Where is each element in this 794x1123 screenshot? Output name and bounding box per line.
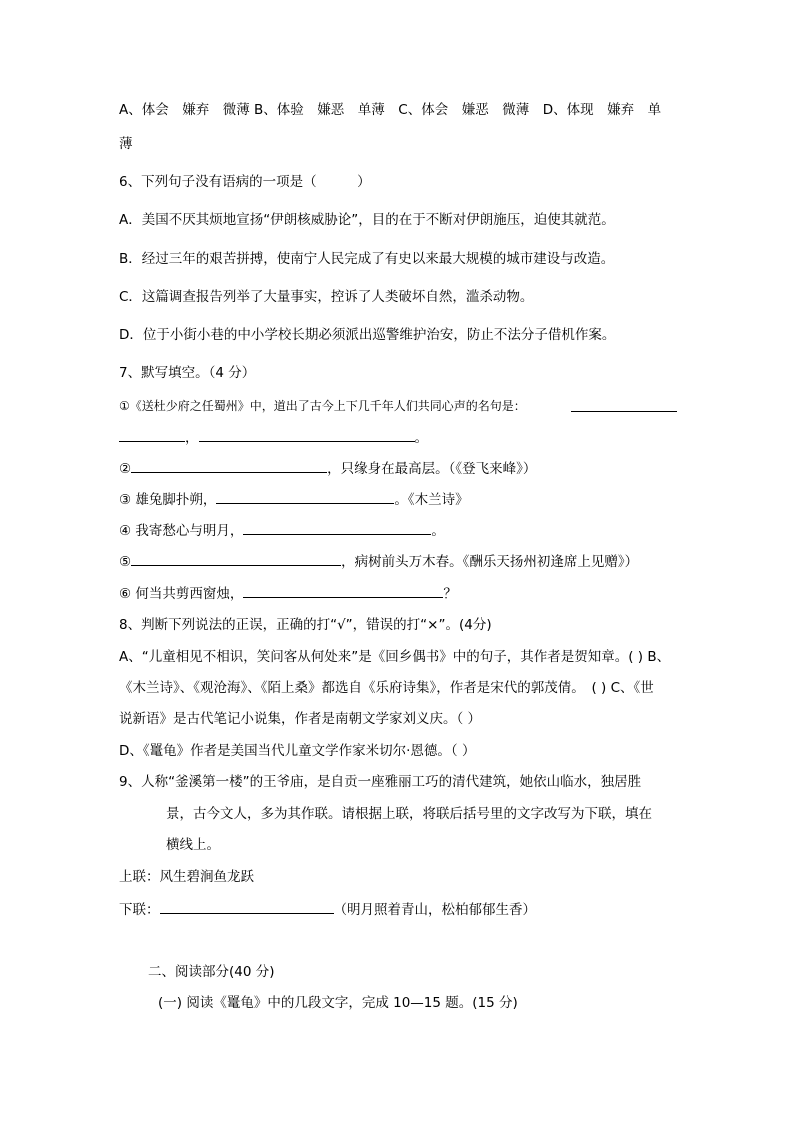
q8-line4: D、《鼍龟》作者是美国当代儿童文学作家米切尔·恩德。（ ） bbox=[119, 743, 476, 759]
q9-lower-couplet bbox=[119, 899, 536, 920]
q9-upper-couplet: 上联：风生碧涧鱼龙跃 bbox=[119, 869, 254, 885]
q7-item4-blank[interactable] bbox=[243, 520, 431, 535]
q7-item5-blank[interactable] bbox=[131, 551, 341, 566]
q6-stem: 6、下列句子没有语病的一项是（ ） bbox=[119, 174, 371, 190]
q7-item2 bbox=[119, 458, 536, 479]
q6-option-d: D．位于小街小巷的中小学校长期必须派出巡警维护治安，防止不法分子借机作案。 bbox=[119, 327, 616, 343]
q5-options-line1: A、体会 嫌弃 微薄 B、体验 嫌恶 单薄 C、体会 嫌恶 微薄 D、体现 嫌弃 单 bbox=[119, 102, 662, 118]
q7-item6-suffix: ？ bbox=[443, 586, 457, 602]
q7-item5-suffix: ，病树前头万木春。《酬乐天扬州初逢席上见赠》） bbox=[341, 554, 639, 570]
q7-item6-prefix: ⑥ 何当共剪西窗烛， bbox=[119, 586, 244, 602]
q7-item1-text: ①《送杜少府之任蜀州》中，道出了古今上下几千年人们共同心声的名句是： bbox=[119, 399, 526, 413]
q7-item5 bbox=[119, 551, 638, 572]
q7-item5-prefix: ⑤ bbox=[119, 554, 132, 570]
q7-item3-suffix: 。《木兰诗》 bbox=[394, 492, 469, 508]
q7-item4-prefix: ④ 我寄愁心与明月， bbox=[119, 523, 244, 539]
q7-item3 bbox=[119, 489, 469, 510]
q7-item1 bbox=[119, 396, 526, 416]
q7-item1-blank-c[interactable] bbox=[199, 427, 415, 442]
q7-item1-end: 。 bbox=[414, 430, 428, 446]
q9-lower-suffix: （明月照着青山，松柏郁郁生香） bbox=[333, 902, 536, 918]
q7-item2-suffix: ，只缘身在最高层。（《登飞来峰》） bbox=[327, 461, 537, 477]
q7-stem: 7、默写填空。（4 分） bbox=[119, 365, 256, 381]
q5-options-line2: 薄 bbox=[119, 136, 133, 152]
q7-item6-blank[interactable] bbox=[243, 583, 443, 598]
section2-sub: (一) 阅读《鼍龟》中的几段文字，完成 10—15 题。(15 分) bbox=[158, 995, 518, 1011]
q7-item1-cont bbox=[119, 427, 428, 448]
q7-item1-blank-a[interactable] bbox=[571, 397, 677, 412]
q6-option-b: B．经过三年的艰苦拼搏，使南宁人民完成了有史以来最大规模的城市建设与改造。 bbox=[119, 251, 615, 267]
q7-item3-prefix: ③ 雄兔脚扑朔， bbox=[119, 492, 217, 508]
q6-option-c: C．这篇调查报告列举了大量事实，控诉了人类破坏自然，滥杀动物。 bbox=[119, 289, 534, 305]
q7-item1-blank-b[interactable] bbox=[119, 427, 185, 442]
section2-title: 二、阅读部分(40 分) bbox=[148, 964, 275, 980]
q7-item2-prefix: ② bbox=[119, 461, 132, 477]
q7-item6 bbox=[119, 583, 457, 604]
q9-line3: 横线上。 bbox=[166, 837, 220, 853]
q9-line1: 9、人称“釜溪第一楼”的王爷庙，是自贡一座雅丽工巧的清代建筑，她依山临水，独居胜 bbox=[119, 774, 642, 790]
q8-line2: 《木兰诗》、《观沧海》、《陌上桑》都选自《乐府诗集》，作者是宋代的郭茂倩。 ( ) C、《世 bbox=[119, 680, 654, 696]
q6-option-a: A．美国不厌其烦地宣扬“伊朗核威胁论”，目的在于不断对伊朗施压，迫使其就范。 bbox=[119, 212, 615, 228]
q9-lower-prefix: 下联： bbox=[119, 902, 160, 918]
q7-item4-suffix: 。 bbox=[431, 523, 445, 539]
q9-line2: 景，古今文人，多为其作联。请根据上联，将联后括号里的文字改写为下联，填在 bbox=[166, 806, 652, 822]
q8-stem: 8、判断下列说法的正误，正确的打“√”，错误的打“×”。(4分) bbox=[119, 617, 492, 633]
q7-item2-blank[interactable] bbox=[131, 458, 327, 473]
q9-lower-blank[interactable] bbox=[160, 899, 334, 914]
q7-item4 bbox=[119, 520, 445, 541]
q7-item1-sep: ， bbox=[185, 430, 199, 446]
q8-line3: 说新语》是古代笔记小说集，作者是南朝文学家刘义庆。（ ） bbox=[119, 711, 482, 727]
q8-line1: A、“儿童相见不相识，笑问客从何处来”是《回乡偶书》中的句子，其作者是贺知章。( ) B、 bbox=[119, 649, 671, 665]
q7-item3-blank[interactable] bbox=[216, 489, 394, 504]
